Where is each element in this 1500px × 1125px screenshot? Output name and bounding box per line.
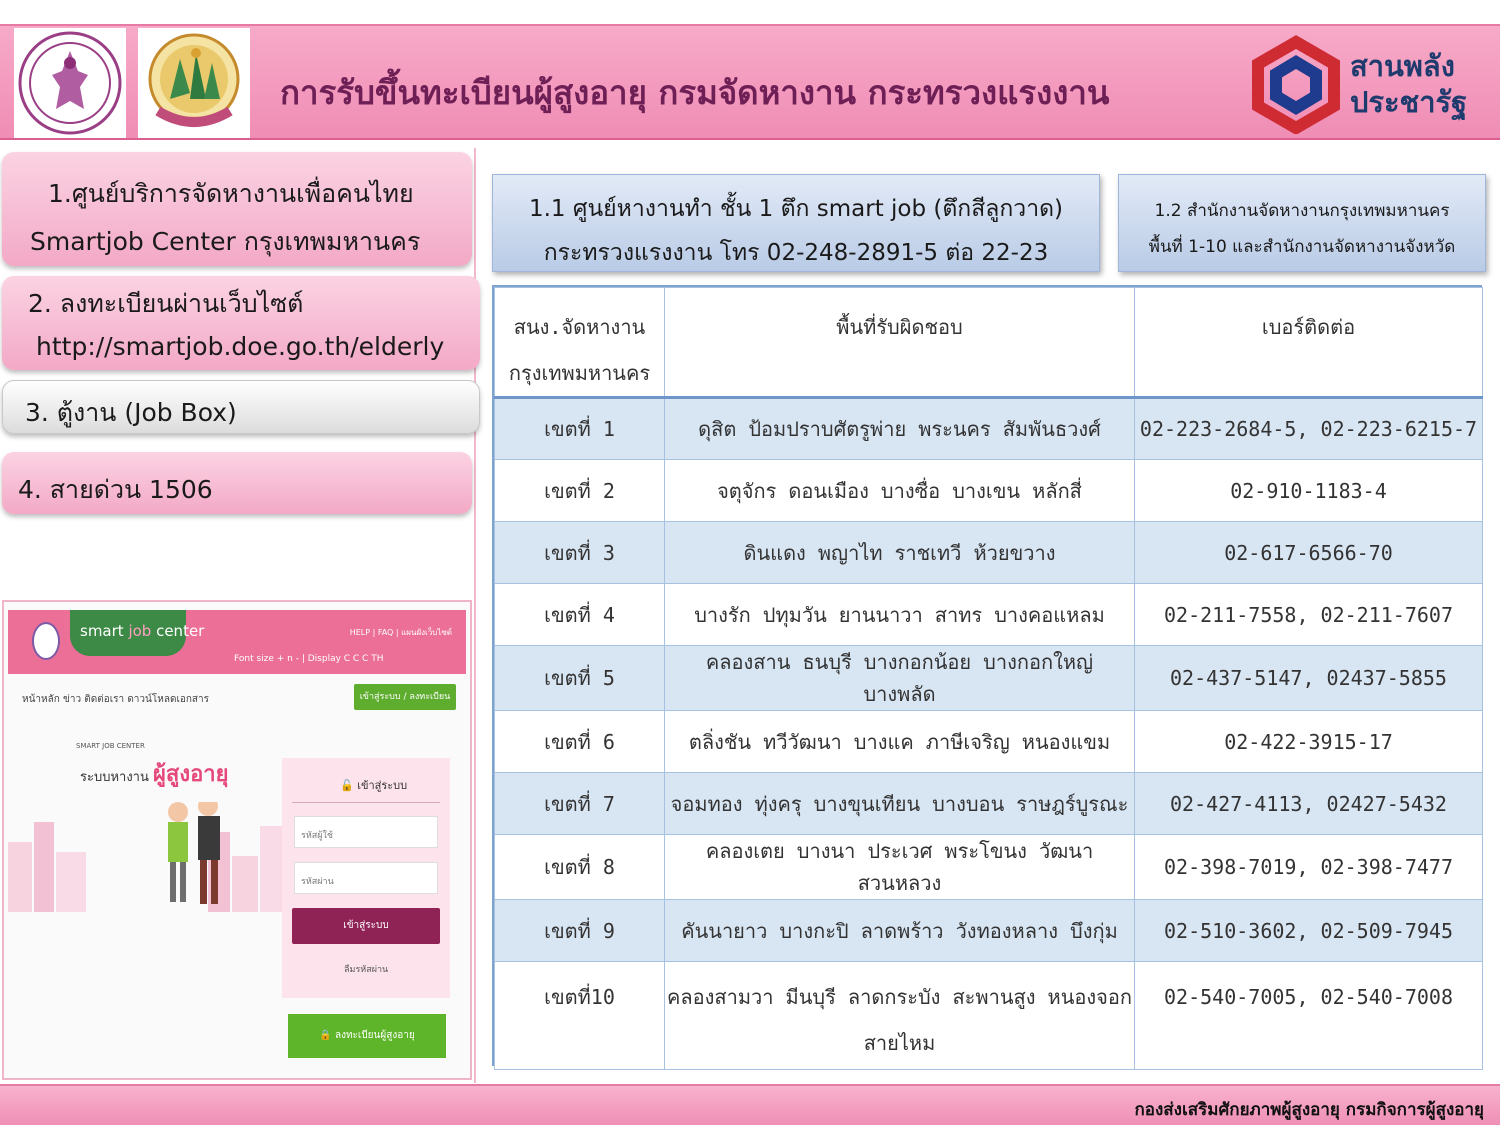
cell-area: คลองเตย บางนา ประเวศ พระโขนง วัฒนา สวนหลวง xyxy=(665,835,1135,900)
cell-phone: 02-422-3915-17 xyxy=(1135,711,1483,773)
header-banner xyxy=(0,24,1500,140)
menu-item-label: 2. ลงทะเบียนผ่านเว็บไซต์ xyxy=(28,289,304,318)
mini-site-nav[interactable]: หน้าหลัก ข่าว ติดต่อเรา ดาวน์โหลดเอกสาร xyxy=(22,694,210,705)
cell-area: จตุจักร ดอนเมือง บางซื่อ บางเขน หลักสี่ xyxy=(665,460,1135,522)
info-box-1-1 xyxy=(492,174,1100,272)
cell-phone: 02-437-5147, 02437-5855 xyxy=(1135,646,1483,711)
cell-phone: 02-211-7558, 02-211-7607 xyxy=(1135,584,1483,646)
menu-item-label: 1.ศูนย์บริการจัดหางานเพื่อคนไทย xyxy=(48,179,414,208)
lock-icon: 🔒 xyxy=(319,1030,335,1041)
cell-office: เขตที่ 1 xyxy=(495,398,665,460)
bangkok-offices-table xyxy=(492,285,1482,1066)
mini-site-form-title: 🔓 เข้าสู่ระบบ xyxy=(340,779,408,792)
cell-area: ดินแดง พญาไท ราชเทวี ห้วยขวาง xyxy=(665,522,1135,584)
table-row xyxy=(495,962,1483,1070)
mini-site-login-register-button[interactable]: เข้าสู่ระบบ / ลงทะเบียน xyxy=(354,684,456,710)
menu-item-job-box[interactable] xyxy=(2,380,480,434)
pracharat-brand xyxy=(1244,34,1484,134)
cell-phone: 02-427-4113, 02427-5432 xyxy=(1135,773,1483,835)
menu-item-hotline[interactable] xyxy=(2,452,472,514)
cell-area: บางรัก ปทุมวัน ยานนาวา สาทร บางคอแหลม xyxy=(665,584,1135,646)
cell-office: เขตที่ 7 xyxy=(495,773,665,835)
cell-office: เขตที่10 xyxy=(495,962,665,1070)
column-header-office: สนง.จัดหางาน กรุงเทพมหานคร xyxy=(495,288,665,398)
cell-office: เขตที่ 9 xyxy=(495,900,665,962)
menu-item-website-register[interactable] xyxy=(2,276,480,370)
mini-site-brand: smart job center xyxy=(70,610,186,656)
footer-text: กองส่งเสริมศักยภาพผู้สูงอายุ กรมกิจการผู้สูงอายุ xyxy=(1134,1100,1484,1120)
mini-site-register-elderly-button[interactable]: 🔒 ลงทะเบียนผู้สูงอายุ xyxy=(288,1014,446,1058)
cell-area: คลองสาน ธนบุรี บางกอกน้อย บางกอกใหญ่ บางพลัด xyxy=(665,646,1135,711)
cell-phone: 02-510-3602, 02-509-7945 xyxy=(1135,900,1483,962)
table-row xyxy=(495,584,1483,646)
cell-office: เขตที่ 3 xyxy=(495,522,665,584)
left-panel xyxy=(0,148,476,1083)
info-box-1-1-line2: กระทรวงแรงงาน โทร 02-248-2891-5 ต่อ 22-23 xyxy=(543,240,1049,266)
department-seal-logo xyxy=(138,28,250,138)
column-header-phone: เบอร์ติดต่อ xyxy=(1135,288,1483,398)
mini-site-system-title: ระบบหางาน ผู้สูงอายุ xyxy=(80,762,229,787)
info-box-1-1-line1: 1.1 ศูนย์หางานทำ ชั้น 1 ตึก smart job (ตึกสีลูกวาด) xyxy=(528,196,1064,222)
mini-site-logo xyxy=(32,622,60,660)
menu-item-label: 3. ตู้งาน (Job Box) xyxy=(25,398,237,427)
mini-site-submit-button[interactable]: เข้าสู่ระบบ xyxy=(292,908,440,944)
pracharat-hexagon-icon xyxy=(1244,34,1348,134)
menu-item-smartjob-center[interactable] xyxy=(2,152,472,266)
cell-phone: 02-223-2684-5, 02-223-6215-7 xyxy=(1135,398,1483,460)
mini-site-links[interactable]: HELP | FAQ | แผนผังเว็บไซต์ xyxy=(349,628,452,637)
menu-item-label: 4. สายด่วน 1506 xyxy=(18,475,213,504)
mini-site-font-controls[interactable]: Font size + n - | Display C C C TH xyxy=(234,654,384,664)
brand-line-1: สานพลัง xyxy=(1350,49,1455,83)
ministry-seal-logo xyxy=(14,28,126,138)
mini-site-subheading: SMART JOB CENTER xyxy=(76,742,145,750)
table-row xyxy=(495,711,1483,773)
menu-item-url[interactable]: http://smartjob.doe.go.th/elderly xyxy=(36,332,445,361)
smartjob-website-screenshot xyxy=(2,600,472,1080)
city-elderly-illustration xyxy=(8,802,286,912)
cell-area: ดุสิต ป้อมปราบศัตรูพ่าย พระนคร สัมพันธวงศ์ xyxy=(665,398,1135,460)
cell-area: คันนายาว บางกะปิ ลาดพร้าว วังทองหลาง บึงกุ่ม xyxy=(665,900,1135,962)
cell-phone: 02-617-6566-70 xyxy=(1135,522,1483,584)
cell-phone: 02-540-7005, 02-540-7008 xyxy=(1135,962,1483,1070)
mini-site-header xyxy=(8,610,466,674)
table-header-row xyxy=(495,288,1483,398)
cell-office: เขตที่ 4 xyxy=(495,584,665,646)
mini-site-username-field[interactable]: รหัสผู้ใช้ xyxy=(294,816,438,848)
page-title: การรับขึ้นทะเบียนผู้สูงอายุ กรมจัดหางาน กระทรวงแรงงาน xyxy=(280,73,1110,112)
cell-area: คลองสามวา มีนบุรี ลาดกระบัง สะพานสูง หนองจอก สายไหม xyxy=(665,962,1135,1070)
info-box-1-2 xyxy=(1118,174,1486,272)
cell-area: ตลิ่งชัน ทวีวัฒนา บางแค ภาษีเจริญ หนองแขม xyxy=(665,711,1135,773)
cell-office: เขตที่ 6 xyxy=(495,711,665,773)
column-header-area: พื้นที่รับผิดชอบ xyxy=(665,288,1135,398)
table-row xyxy=(495,773,1483,835)
cell-office: เขตที่ 2 xyxy=(495,460,665,522)
cell-phone: 02-910-1183-4 xyxy=(1135,460,1483,522)
table-row xyxy=(495,398,1483,460)
mini-site-login-form xyxy=(282,758,450,998)
info-box-1-2-line1: 1.2 สำนักงานจัดหางานกรุงเทพมหานคร xyxy=(1154,201,1450,221)
footer-band xyxy=(0,1084,1500,1125)
mini-site-password-field[interactable]: รหัสผ่าน xyxy=(294,862,438,894)
info-box-1-2-line2: พื้นที่ 1-10 และสำนักงานจัดหางานจังหวัด xyxy=(1148,237,1456,257)
cell-office: เขตที่ 5 xyxy=(495,646,665,711)
table-row xyxy=(495,460,1483,522)
cell-area: จอมทอง ทุ่งครุ บางขุนเทียน บางบอน ราษฎร์บูรณะ xyxy=(665,773,1135,835)
table-row xyxy=(495,835,1483,900)
menu-item-sublabel: Smartjob Center กรุงเทพมหานคร xyxy=(30,227,421,256)
table-row xyxy=(495,900,1483,962)
cell-phone: 02-398-7019, 02-398-7477 xyxy=(1135,835,1483,900)
table-row xyxy=(495,646,1483,711)
cell-office: เขตที่ 8 xyxy=(495,835,665,900)
mini-site-forgot-link[interactable]: ลืมรหัสผ่าน xyxy=(344,965,389,975)
table-row xyxy=(495,522,1483,584)
brand-line-2: ประชารัฐ xyxy=(1350,85,1468,119)
